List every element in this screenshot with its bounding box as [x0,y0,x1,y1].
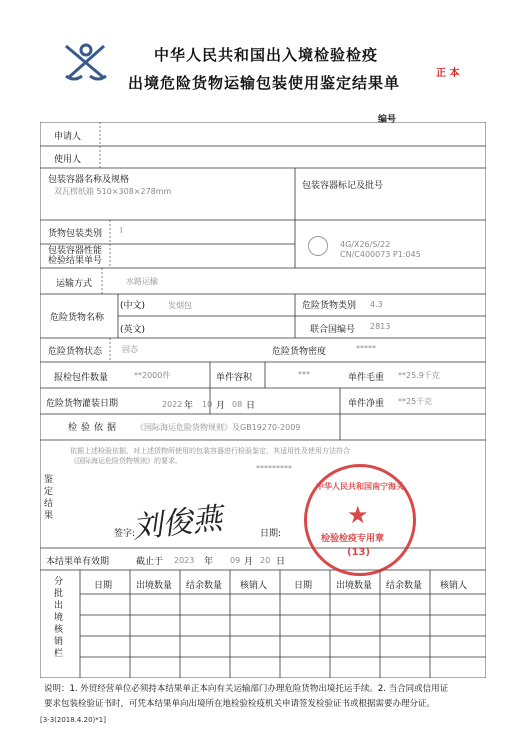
conclusion-stars: ********* [256,464,292,473]
validity-year-char: 年 [204,557,214,567]
container-mark-value-2: CN/C400073 P1:045 [340,250,421,259]
validity-year: 2023 [174,556,195,565]
fill-year: 2022 [162,400,183,409]
validity-label: 本结果单有效期 [46,557,110,567]
cn-value: 发烟包 [168,301,192,310]
fill-month: 10 [202,400,213,409]
batch-header-4: 核销人 [240,581,268,591]
un-label: 联合国编号 [310,325,356,335]
date-label: 日期: [260,529,282,539]
official-seal [304,464,416,576]
signature-label: 签字: [114,529,136,539]
density-value: ***** [356,344,376,353]
batch-header-1: 日期 [94,581,113,591]
fill-month-char: 月 [216,401,226,411]
batch-header-2: 出境数量 [136,581,173,591]
container-mark-label: 包装容器标记及批号 [302,181,384,191]
net-value: **25千克 [398,397,433,406]
validity-day-char: 日 [276,557,286,567]
validity-month: 09 [230,556,241,565]
container-name-label: 包装容器名称及规格 [48,175,130,185]
footer-note-2: 要求包装检验证书时，可凭本结果单向出境所在地检验检疫机关申请签发检验证书或根据需要办理分证。 [44,699,436,709]
conclusion-text-1: 依据上述检验依据，对上述货物所使用的包装容器进行检验鉴定，其适用性及使用方法符合 [70,447,350,455]
unit-vol-label: 单件容积 [216,373,253,383]
un-pack-symbol-icon [308,236,328,256]
batch-header-3: 结余数量 [186,581,223,591]
pack-class-value: I [120,226,123,235]
fill-year-char: 年 [184,401,194,411]
seal-number: (13) [347,547,371,558]
hazard-class-value: 4.3 [370,300,383,309]
conclusion-label: 鉴定结果 [44,475,54,521]
seal-subtext: 检验检疫专用章 [321,534,385,544]
en-label: (英文) [120,325,146,335]
fill-day-char: 日 [246,401,256,411]
title-line-1: 中华人民共和国出入境检验检疫 [154,46,379,64]
seal-text: 中华人民共和国南宁海关 [316,482,404,491]
gross-value: **25.9千克 [398,371,440,380]
customs-emblem-logo [58,38,114,84]
state-label: 危险货物状态 [48,347,103,357]
gross-label: 单件毛重 [348,373,385,383]
number-label: 编号 [378,115,397,125]
perf-cert-label: 包装容器性能检验结果单号 [48,246,103,266]
validity-month-char: 月 [244,557,254,567]
fill-date-label: 危险货物灌装日期 [46,399,119,409]
basis-value: 《国际海运危险货物规则》及GB19270-2009 [136,423,301,432]
unit-vol-value: *** [298,370,310,379]
validity-day: 20 [260,556,271,565]
count-label: 报检包件数量 [54,373,109,383]
user-label: 使用人 [54,155,82,165]
basis-label: 检验依据 [68,423,121,433]
hazard-class-label: 危险货物类别 [302,301,357,311]
handwritten-signature: 刘俊燕 [130,501,224,546]
batch-header-7: 结余数量 [386,581,423,591]
transport-value: 水路运输 [126,277,158,286]
validity-prefix: 截止于 [136,557,164,567]
goods-name-label: 危险货物名称 [50,313,105,323]
batch-header-5: 日期 [294,581,313,591]
count-value: **2000件 [134,371,171,380]
batch-header-6: 出境数量 [336,581,373,591]
state-value: 固态 [122,345,138,354]
conclusion-text-2: 《国际海运危险货物规则》的要求。 [70,457,182,465]
footer-note-1: 说明：1. 外贸经营单位必须持本结果单正本向有关运输部门办理危险货物出境托运手续。2. 当合同或信用证 [44,684,449,694]
container-name-value: 双瓦楞纸箱 510×308×278mm [54,187,172,196]
transport-label: 运输方式 [56,279,93,289]
pack-class-label: 货物包装类别 [48,229,103,239]
container-mark-value-1: 4G/X26/S/22 [340,240,391,249]
un-value: 2813 [370,322,391,331]
copy-mark: 正 本 [436,68,460,79]
form-table [40,122,486,678]
fill-day: 08 [232,400,243,409]
applicant-label: 申请人 [54,132,82,142]
cn-label: (中文) [120,301,146,311]
net-label: 单件净重 [348,399,385,409]
density-label: 危险货物密度 [272,347,327,357]
form-code: [3-3(2018.4.20)*1] [40,716,106,724]
seal-star-icon: ★ [347,501,369,529]
title-line-2: 出境危险货物运输包装使用鉴定结果单 [128,74,401,92]
batch-label: 分批出境核销栏 [54,577,64,659]
batch-header-8: 核销人 [440,581,468,591]
